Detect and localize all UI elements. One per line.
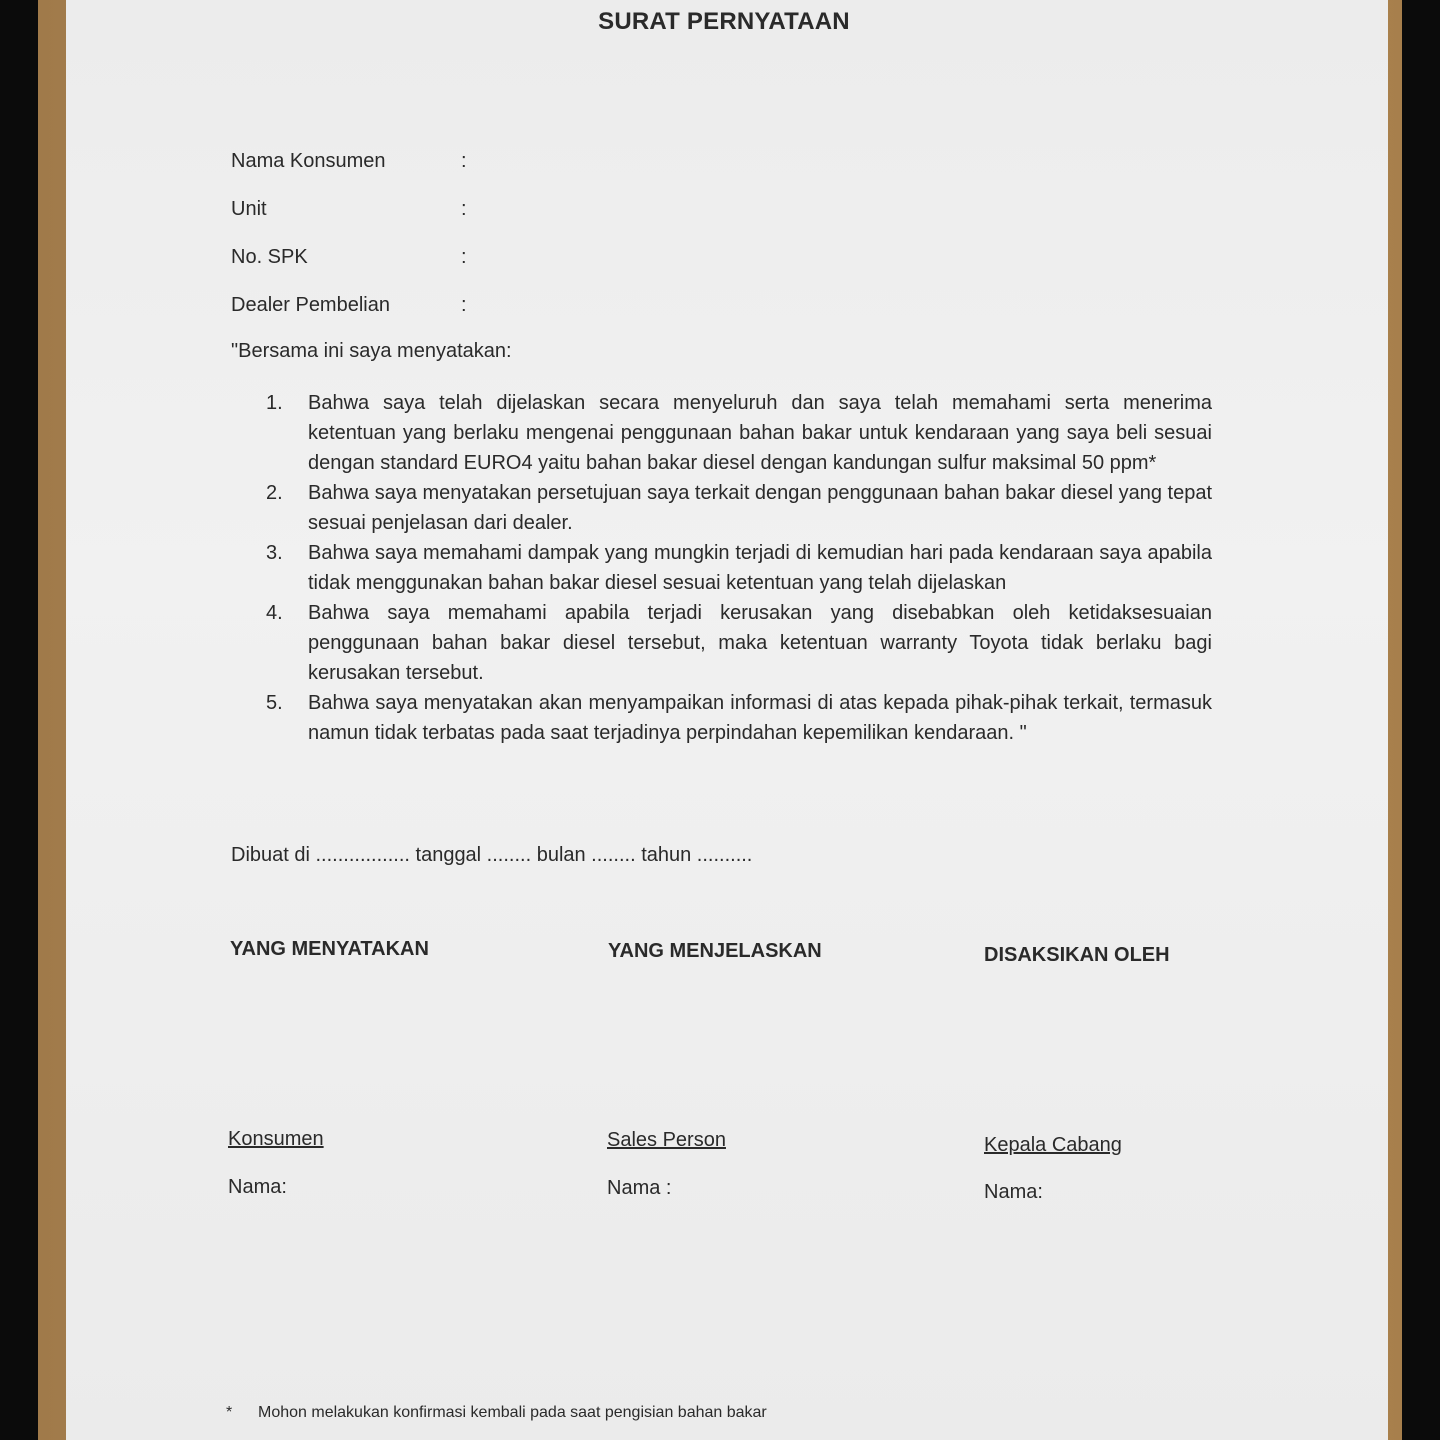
field-dealer-pembelian xyxy=(231,294,467,317)
statement-text: Bahwa saya memahami dampak yang mungkin terjadi di kemudian hari pada kendaraan saya apabila tidak menggunakan bahan bakar diesel sesuai ketentuan yang telah dijelaskan xyxy=(308,542,1212,594)
statement-item-3 xyxy=(266,538,1212,598)
signature-heading-menjelaskan: YANG MENJELASKAN xyxy=(608,940,822,962)
statement-list xyxy=(266,388,1212,748)
field-label: Dealer Pembelian xyxy=(231,294,390,316)
statement-text: Bahwa saya menyatakan akan menyampaikan informasi di atas kepada pihak-pihak terkait, termasuk namun tidak terbatas pada saat terjadinya perpindahan kepemilikan kendaraan. " xyxy=(308,692,1212,744)
statement-number: 2. xyxy=(266,482,283,504)
signature-name-sales-person: Nama : xyxy=(607,1177,672,1199)
field-label: Nama Konsumen xyxy=(231,150,386,172)
field-no-spk xyxy=(231,246,467,269)
statement-number: 1. xyxy=(266,392,283,414)
document-page xyxy=(66,0,1388,1440)
signature-role-sales-person: Sales Person xyxy=(607,1129,726,1151)
statement-item-2 xyxy=(266,478,1212,538)
field-unit xyxy=(231,198,467,221)
statement-text: Bahwa saya telah dijelaskan secara menyeluruh dan saya telah memahami serta menerima ketentuan yang berlaku mengenai penggunaan bahan bakar untuk kendaraan yang saya beli sesuai dengan standard EURO4 yaitu bahan bakar diesel dengan kandungan sulfur maksimal 50 ppm* xyxy=(308,392,1212,474)
signature-role-kepala-cabang: Kepala Cabang xyxy=(984,1134,1122,1156)
document-title: SURAT PERNYATAAN xyxy=(598,8,850,35)
signature-role-konsumen: Konsumen xyxy=(228,1128,324,1150)
field-colon: : xyxy=(461,198,467,220)
field-label: No. SPK xyxy=(231,246,308,268)
field-nama-konsumen xyxy=(231,150,467,173)
statement-item-5 xyxy=(266,688,1212,748)
statement-item-1 xyxy=(266,388,1212,478)
footnote xyxy=(226,1404,767,1422)
statement-intro: "Bersama ini saya menyatakan: xyxy=(231,340,512,362)
statement-item-4 xyxy=(266,598,1212,688)
signature-heading-menyatakan: YANG MENYATAKAN xyxy=(230,938,429,960)
statement-text: Bahwa saya memahami apabila terjadi kerusakan yang disebabkan oleh ketidaksesuaian penggunaan bahan bakar diesel tersebut, maka ketentuan warranty Toyota tidak berlaku bagi kerusakan tersebut. xyxy=(308,602,1212,684)
field-colon: : xyxy=(461,246,467,268)
statement-number: 3. xyxy=(266,542,283,564)
field-colon: : xyxy=(461,150,467,172)
statement-text: Bahwa saya menyatakan persetujuan saya terkait dengan penggunaan bahan bakar diesel yang tepat sesuai penjelasan dari dealer. xyxy=(308,482,1212,534)
field-colon: : xyxy=(461,294,467,316)
signature-heading-disaksikan: DISAKSIKAN OLEH xyxy=(984,944,1170,966)
date-line: Dibuat di ................. tanggal ........ bulan ........ tahun .......... xyxy=(231,844,753,866)
statement-number: 4. xyxy=(266,602,283,624)
footnote-text: Mohon melakukan konfirmasi kembali pada saat pengisian bahan bakar xyxy=(258,1404,767,1421)
signature-name-kepala-cabang: Nama: xyxy=(984,1181,1043,1203)
signature-name-konsumen: Nama: xyxy=(228,1176,287,1198)
footnote-marker: * xyxy=(226,1404,233,1421)
field-label: Unit xyxy=(231,198,267,220)
statement-number: 5. xyxy=(266,692,283,714)
